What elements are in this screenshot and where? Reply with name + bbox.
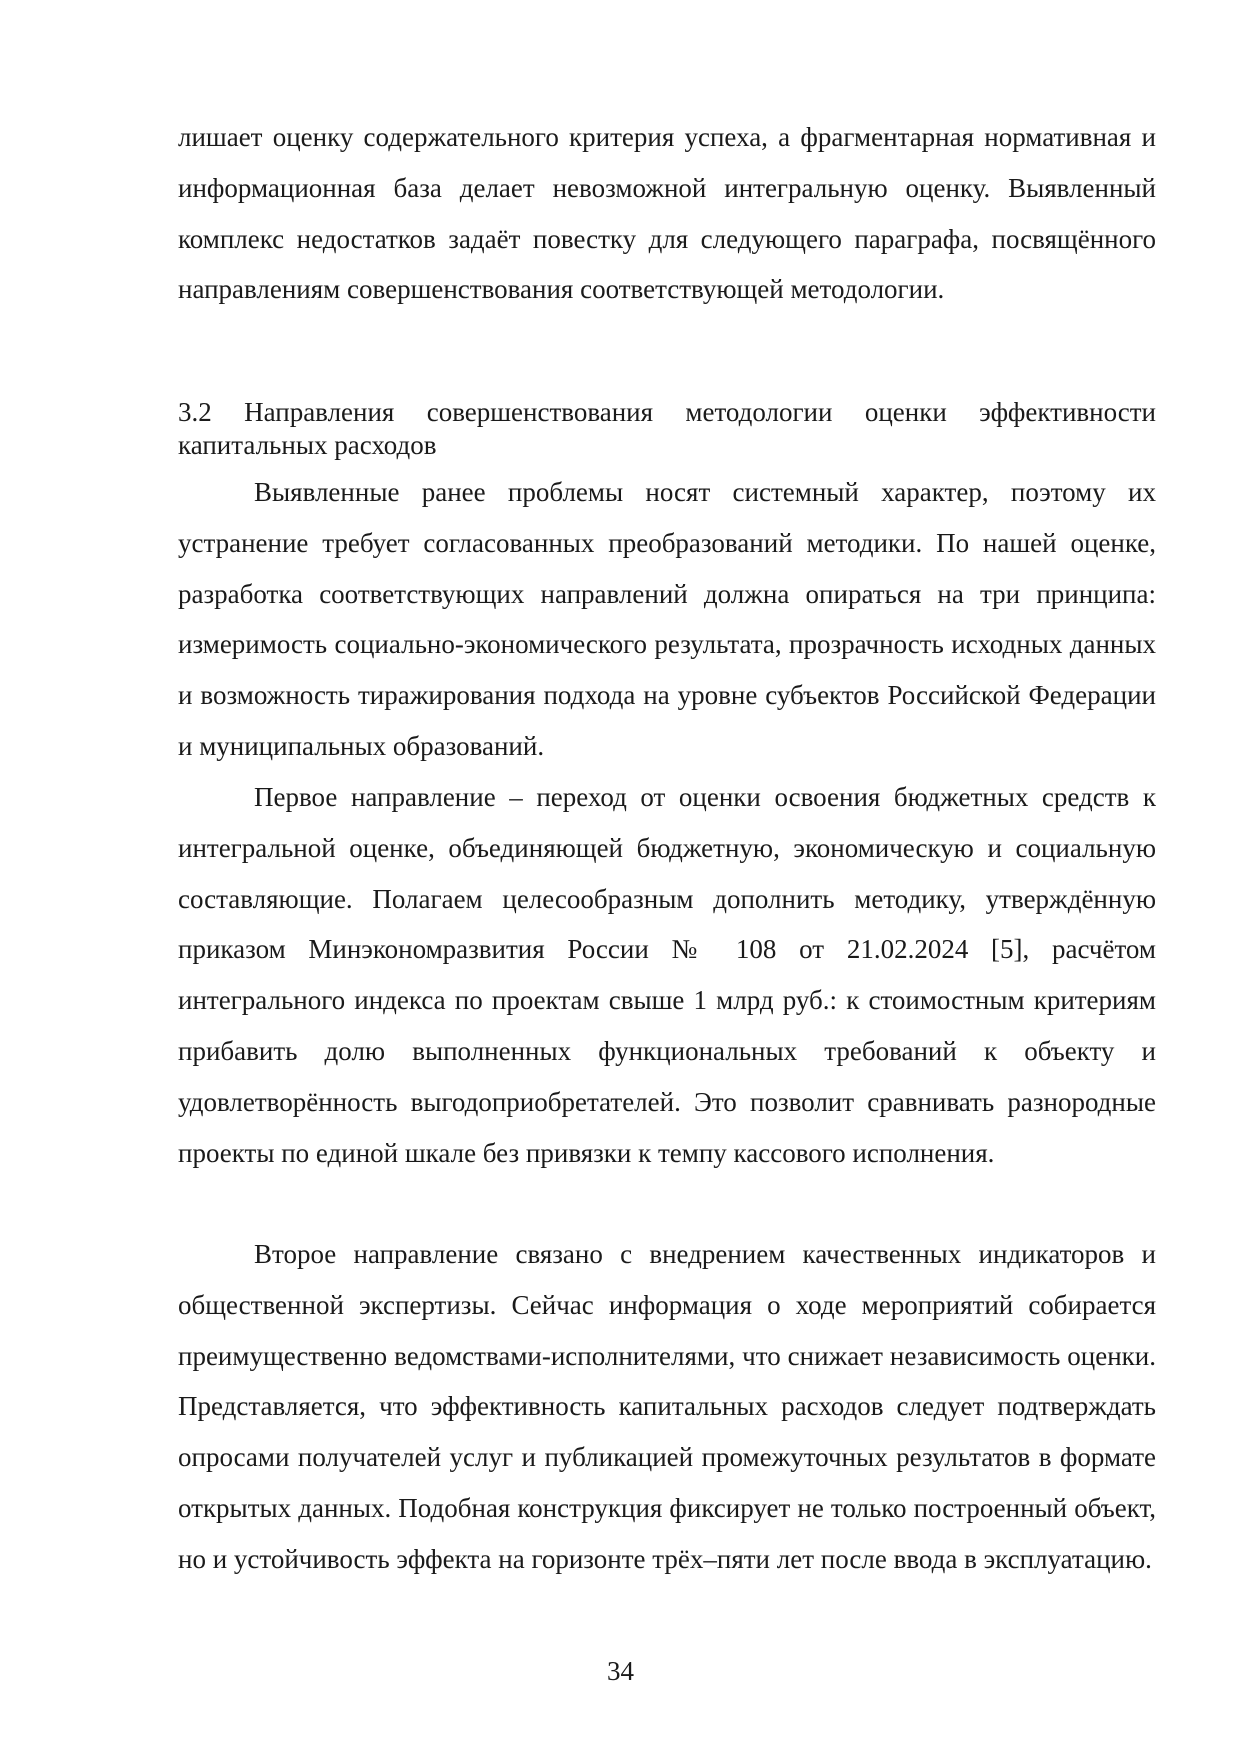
paragraph-1: Выявленные ранее проблемы носят системный характер, поэтому их устранение требует согласованных преобразований методики. По нашей оценке, разработка соответствующих направлений должна опираться на три принципа: измеримость социально-экономического результата, прозрачность исходных данных и возможность тиражирования подхода на уровне субъектов Российской Федерации и муниципальных образований. — [178, 477, 1156, 761]
section-heading: 3.2 Направления совершенствования методологии оценки эффективности капитальных расходов — [178, 397, 1156, 460]
paragraph-2: Первое направление – переход от оценки освоения бюджетных средств к интегральной оценке, объединяющей бюджетную, экономическую и социальную составляющие. Полагаем целесообразным дополнить методику, утверждённую приказом Минэкономразвития России № 108 от 21.02.2024 [5], расчётом интегрального индекса по проектам свыше 1 млрд руб.: к стоимостным критериям прибавить долю выполненных функциональных требований к объекту и удовлетворённость выгодоприобретателей. Это позволит сравнивать разнородные проекты по единой шкале без привязки к темпу кассового исполнения. — [178, 782, 1156, 1168]
page-number: 34 — [607, 1656, 634, 1686]
paragraph-continued: лишает оценку содержательного критерия успеха, а фрагментарная нормативная и информационная база делает невозможной интегральную оценку. Выявленный комплекс недостатков задаёт повестку для следующего параграфа, посвящённого направлениям совершенствования соответствующей методологии. — [178, 122, 1156, 305]
paragraph-3: Второе направление связано с внедрением качественных индикаторов и общественной экспертизы. Сейчас информация о ходе мероприятий собирается преимущественно ведомствами-исполнителями, что снижает независимость оценки. Представляется, что эффективность капитальных расходов следует подтверждать опросами получателей услуг и публикацией промежуточных результатов в формате открытых данных. Подобная конструкция фиксирует не только построенный объект, но и устойчивость эффекта на горизонте трёх–пяти лет после ввода в эксплуатацию. — [178, 1239, 1156, 1574]
